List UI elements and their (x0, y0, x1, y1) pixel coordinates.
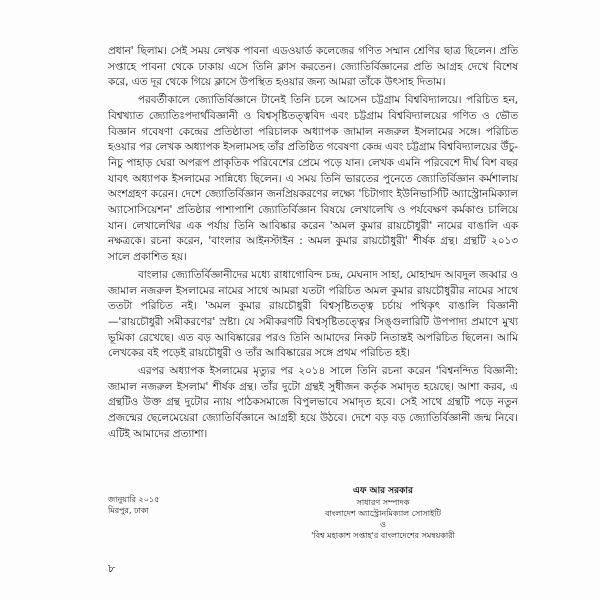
paragraph: প্রধান' ছিলাম। সেই সময় লেখক পাবনা এডওয়ার্ড কলেজের গণিত সম্মান শ্রেণির ছাত্র ছিলেন। প্রতি সপ্তাহে পাবনা থেকে ঢাকায় এসে তিনি ক্লাস করতেন। জ্যোতির্বিজ্ঞানের প্রতি আগ্রহ দেখে বিশেষ করে, এত দূর থেকে গিয়ে ক্লাসে উপস্থিত হওয়ার জন্য আমরা তাঁকে উৎসাহ দিতাম। (108, 45, 518, 89)
paragraph: এরপর অধ্যাপক ইসলামের মৃত্যুর পর ২০১৪ সালে তিনি রচনা করেন 'বিশ্বনন্দিত বিজ্ঞানী: জামাল নজরুল ইসলাম' শীর্ষক গ্রন্থ। তাঁর দুটো গ্রন্থই সুধীজন কর্তৃক সমাদৃত হয়েছে। আশা করব, এ গ্রন্থটিও উক্ত গ্রন্থ দুটোর ন্যায় পাঠকসমাজে বিপুলভাবে সমাদৃত হবে। সেই সাথে গ্রন্থটি পড়ে নতুন প্রজন্মের ছেলেমেয়েরা জ্যোতির্বিজ্ঞানে আগ্রহী হয়ে উঠবে। দেশে বড় বড় জ্যোতির্বিজ্ঞানী জন্ম নিবে। এটিই আমাদের প্রত্যাশা। (108, 365, 518, 440)
place: মিরপুর, ঢাকা (108, 506, 149, 515)
foreword-body (108, 44, 518, 443)
paragraph: পরবর্তীকালে জ্যোতির্বিজ্ঞানে টানেই তিনি চলে আসেন চট্টগ্রাম বিশ্ববিদ্যালয়ে। পরিচিত হন, বিশ্বখ্যাত জ্যোতিঃপদার্থবিজ্ঞানী ও বিশ্বসৃষ্টিতত্ত্ববিদ এবং চট্টগ্রাম বিশ্ববিদ্যালয়ের গণিত ও ভৌত বিজ্ঞান গবেষণা কেন্দ্রের প্রতিষ্ঠাতা পরিচালক অধ্যাপক জামাল নজরুল ইসলামের সঙ্গে। পরিচিত হওয়ার পর লেখক অধ্যাপক ইসলামসহ তাঁর প্রতিষ্ঠিত গবেষণা কেন্দ্র এবং চট্টগ্রাম বিশ্ববিদ্যালয়ের উঁচু-নিচু পাহাড় ঘেরা অপরূপ প্রাকৃতিক পরিবেশের প্রেমে পড়ে যান। লেখক এমনি পরিবেশে দীর্ঘ বিশ বছর যাবৎ অধ্যাপক ইসলামের সান্নিধ্যে ছিলেন। এ সময় তিনি ভারতের পুনেতে জ্যোতির্বিজ্ঞান কর্মশালায় অংশগ্রহণ করেন। দেশে জ্যোতির্বিজ্ঞান জনপ্রিয়করণের লক্ষ্যে 'চিটাগাং ইউনিভার্সিটি অ্যাস্ট্রোনমিক্যাল অ্যাসোসিয়েশন' প্রতিষ্ঠার পাশাপাশি জ্যোতির্বিজ্ঞান বিষয়ে লেখালেখি ও পর্যবেক্ষণ কর্মকাণ্ড চালিয়ে যান। লেখালেখির এক পর্যায় তিনি আবিষ্কার করেন 'অমল কুমার রায়চৌধুরী' নামের বাঙালি এক নক্ষত্রকে। রচনা করেন, 'বাংলার আইনস্টাইন : অমল কুমার রায়চৌধুরী' শীর্ষক গ্রন্থ। গ্রন্থটি ২০১৩ সালে প্রকাশিত হয়। (108, 94, 518, 264)
author-title: সাধারণ সম্পাদক (356, 498, 410, 507)
conjunction: ও (380, 520, 386, 529)
date-place (108, 494, 159, 516)
signoff-block (108, 486, 518, 566)
signature-block (288, 486, 478, 541)
page-number: ৮ (108, 562, 116, 575)
author-name: এফ আর সরকার (353, 486, 413, 496)
date: জানুয়ারি ২০১৫ (108, 495, 160, 504)
author-role: 'বিশ্ব মহাকাশ সপ্তাহ'র বাংলাদেশের সমন্বয়কারী (311, 531, 455, 540)
paragraph: বাংলার জ্যোতির্বিজ্ঞানীদের মধ্যে রাধাগোবিন্দ চন্দ্র, মেঘনাদ সাহা, মোহাম্মদ আবদুল জব্বার ও জামাল নজরুল ইসলামের নামের সাথে আমরা যতটা পরিচিত অমল কুমার রায়চৌধুরীর নামের সাথে ততটা পরিচিত নই। 'অমল কুমার রায়চৌধুরী বিশ্বসৃষ্টিতত্ত্ব চর্চায় পথিকৃৎ বাঙালি বিজ্ঞানী—'রায়চৌধুরী সমীকরণের' স্রষ্টা। যে সমীকরণটি বিশ্বসৃষ্টিতত্ত্বের সিঙ্গুলারিটি উপপাদ্য প্রমাণে মুখ্য ভূমিকা রেখেছে। এত বড় আবিষ্কারের পরও তিনি আমাদের নিকট নিতান্তই অপরিচিত ছিলেন। আমি লেখকের বই পড়েই রায়চৌধুরী ও তাঁর আবিষ্কারের সঙ্গে প্রথম পরিচিত হই। (108, 268, 518, 360)
author-organization: বাংলাদেশ অ্যাস্ট্রোনমিক্যাল সোসাইটি (325, 509, 441, 518)
